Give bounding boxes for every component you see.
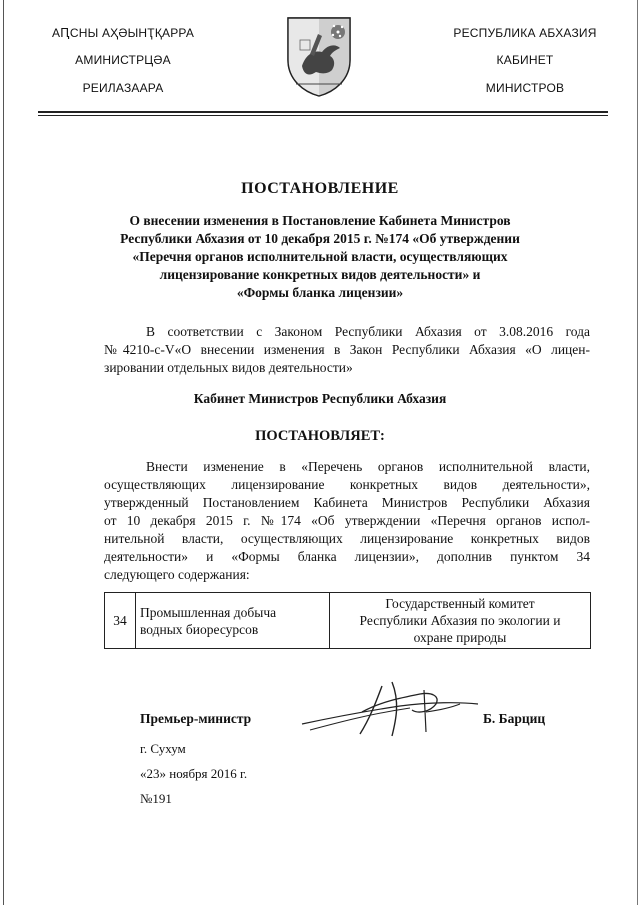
handwritten-signature — [300, 672, 480, 742]
header-rule-thick — [38, 111, 608, 113]
document-place: г. Сухум — [140, 741, 186, 756]
subject-line: О внесении изменения в Постановление Кабинета Министров — [129, 213, 511, 228]
document-subject — [100, 212, 540, 302]
body-line: Внести изменение в «Перечень органов исполнительной власти, — [146, 459, 590, 474]
preamble-paragraph — [104, 323, 590, 377]
subject-line: лицензирование конкретных видов деятельности» и — [159, 267, 481, 282]
document-title: ПОСТАНОВЛЕНИЕ — [241, 180, 399, 197]
table-row — [105, 593, 591, 649]
issuer: Кабинет Министров Республики Абхазия — [193, 391, 447, 406]
decree-word: ПОСТАНОВЛЯЕТ: — [255, 428, 385, 444]
preamble-line: В соответствии с Законом Республики Абхазия от 3.08.2016 года — [146, 324, 590, 339]
signatory-name: Б. Барциц — [483, 711, 546, 726]
body-line: осуществляющих лицензирование конкретных видов деятельности», — [104, 477, 590, 492]
body-line: нительной власти, осуществляющих лицензирование конкретных видов — [104, 531, 590, 546]
authority-line: Республики Абхазия по экологии и — [359, 613, 561, 628]
header-left-line-2: АМИНИСТРЦӘА — [75, 53, 171, 67]
table-cell-activity — [136, 593, 330, 649]
signatory-position: Премьер-министр — [140, 711, 252, 726]
header-right-line-1: РЕСПУБЛИКА АБХАЗИЯ — [453, 26, 597, 40]
body-line: следующего содержания: — [104, 567, 250, 582]
header-left-line-1: АԤСНЫ АҲӘЫНҬҚАРРА — [51, 26, 195, 40]
authority-line: Государственный комитет — [385, 596, 535, 611]
annex-table — [104, 592, 591, 649]
document-number: №191 — [140, 791, 172, 806]
header-left-line-3: РЕИЛАЗААРА — [82, 81, 164, 95]
preamble-line: №4210-с-V«О внесении изменения в Закон Республики Абхазия «О лицен- — [104, 342, 590, 357]
header-right-line-2: КАБИНЕТ — [496, 53, 554, 67]
preamble-line: зировании отдельных видов деятельности» — [104, 360, 353, 375]
table-cell-number: 34 — [105, 593, 136, 649]
body-line: утвержденный Постановлением Кабинета Министров Республики Абхазия — [104, 495, 590, 510]
header-rule-thin — [38, 115, 608, 116]
authority-line: охране природы — [413, 630, 507, 645]
header-right-line-3: МИНИСТРОВ — [485, 81, 565, 95]
body-line: деятельности» и «Формы бланка лицензии», дополнив пунктом 34 — [104, 549, 590, 564]
page-edge-right — [637, 0, 638, 905]
coat-of-arms-icon — [284, 14, 354, 98]
subject-line: «Формы бланка лицензии» — [236, 285, 404, 300]
page-edge-left — [3, 0, 4, 905]
document-date: «23» ноября 2016 г. — [140, 766, 248, 781]
body-paragraph — [104, 458, 590, 584]
subject-line: «Перечня органов исполнительной власти, осуществляющих — [132, 249, 508, 264]
body-line: от 10 декабря 2015 г. №174 «Об утверждении «Перечня органов испол- — [104, 513, 590, 528]
activity-line: Промышленная добыча — [140, 604, 277, 620]
table-cell-authority — [330, 593, 591, 649]
subject-line: Республики Абхазия от 10 декабря 2015 г. №174 «Об утверждении — [120, 231, 520, 246]
activity-line: водных биоресурсов — [140, 621, 259, 637]
